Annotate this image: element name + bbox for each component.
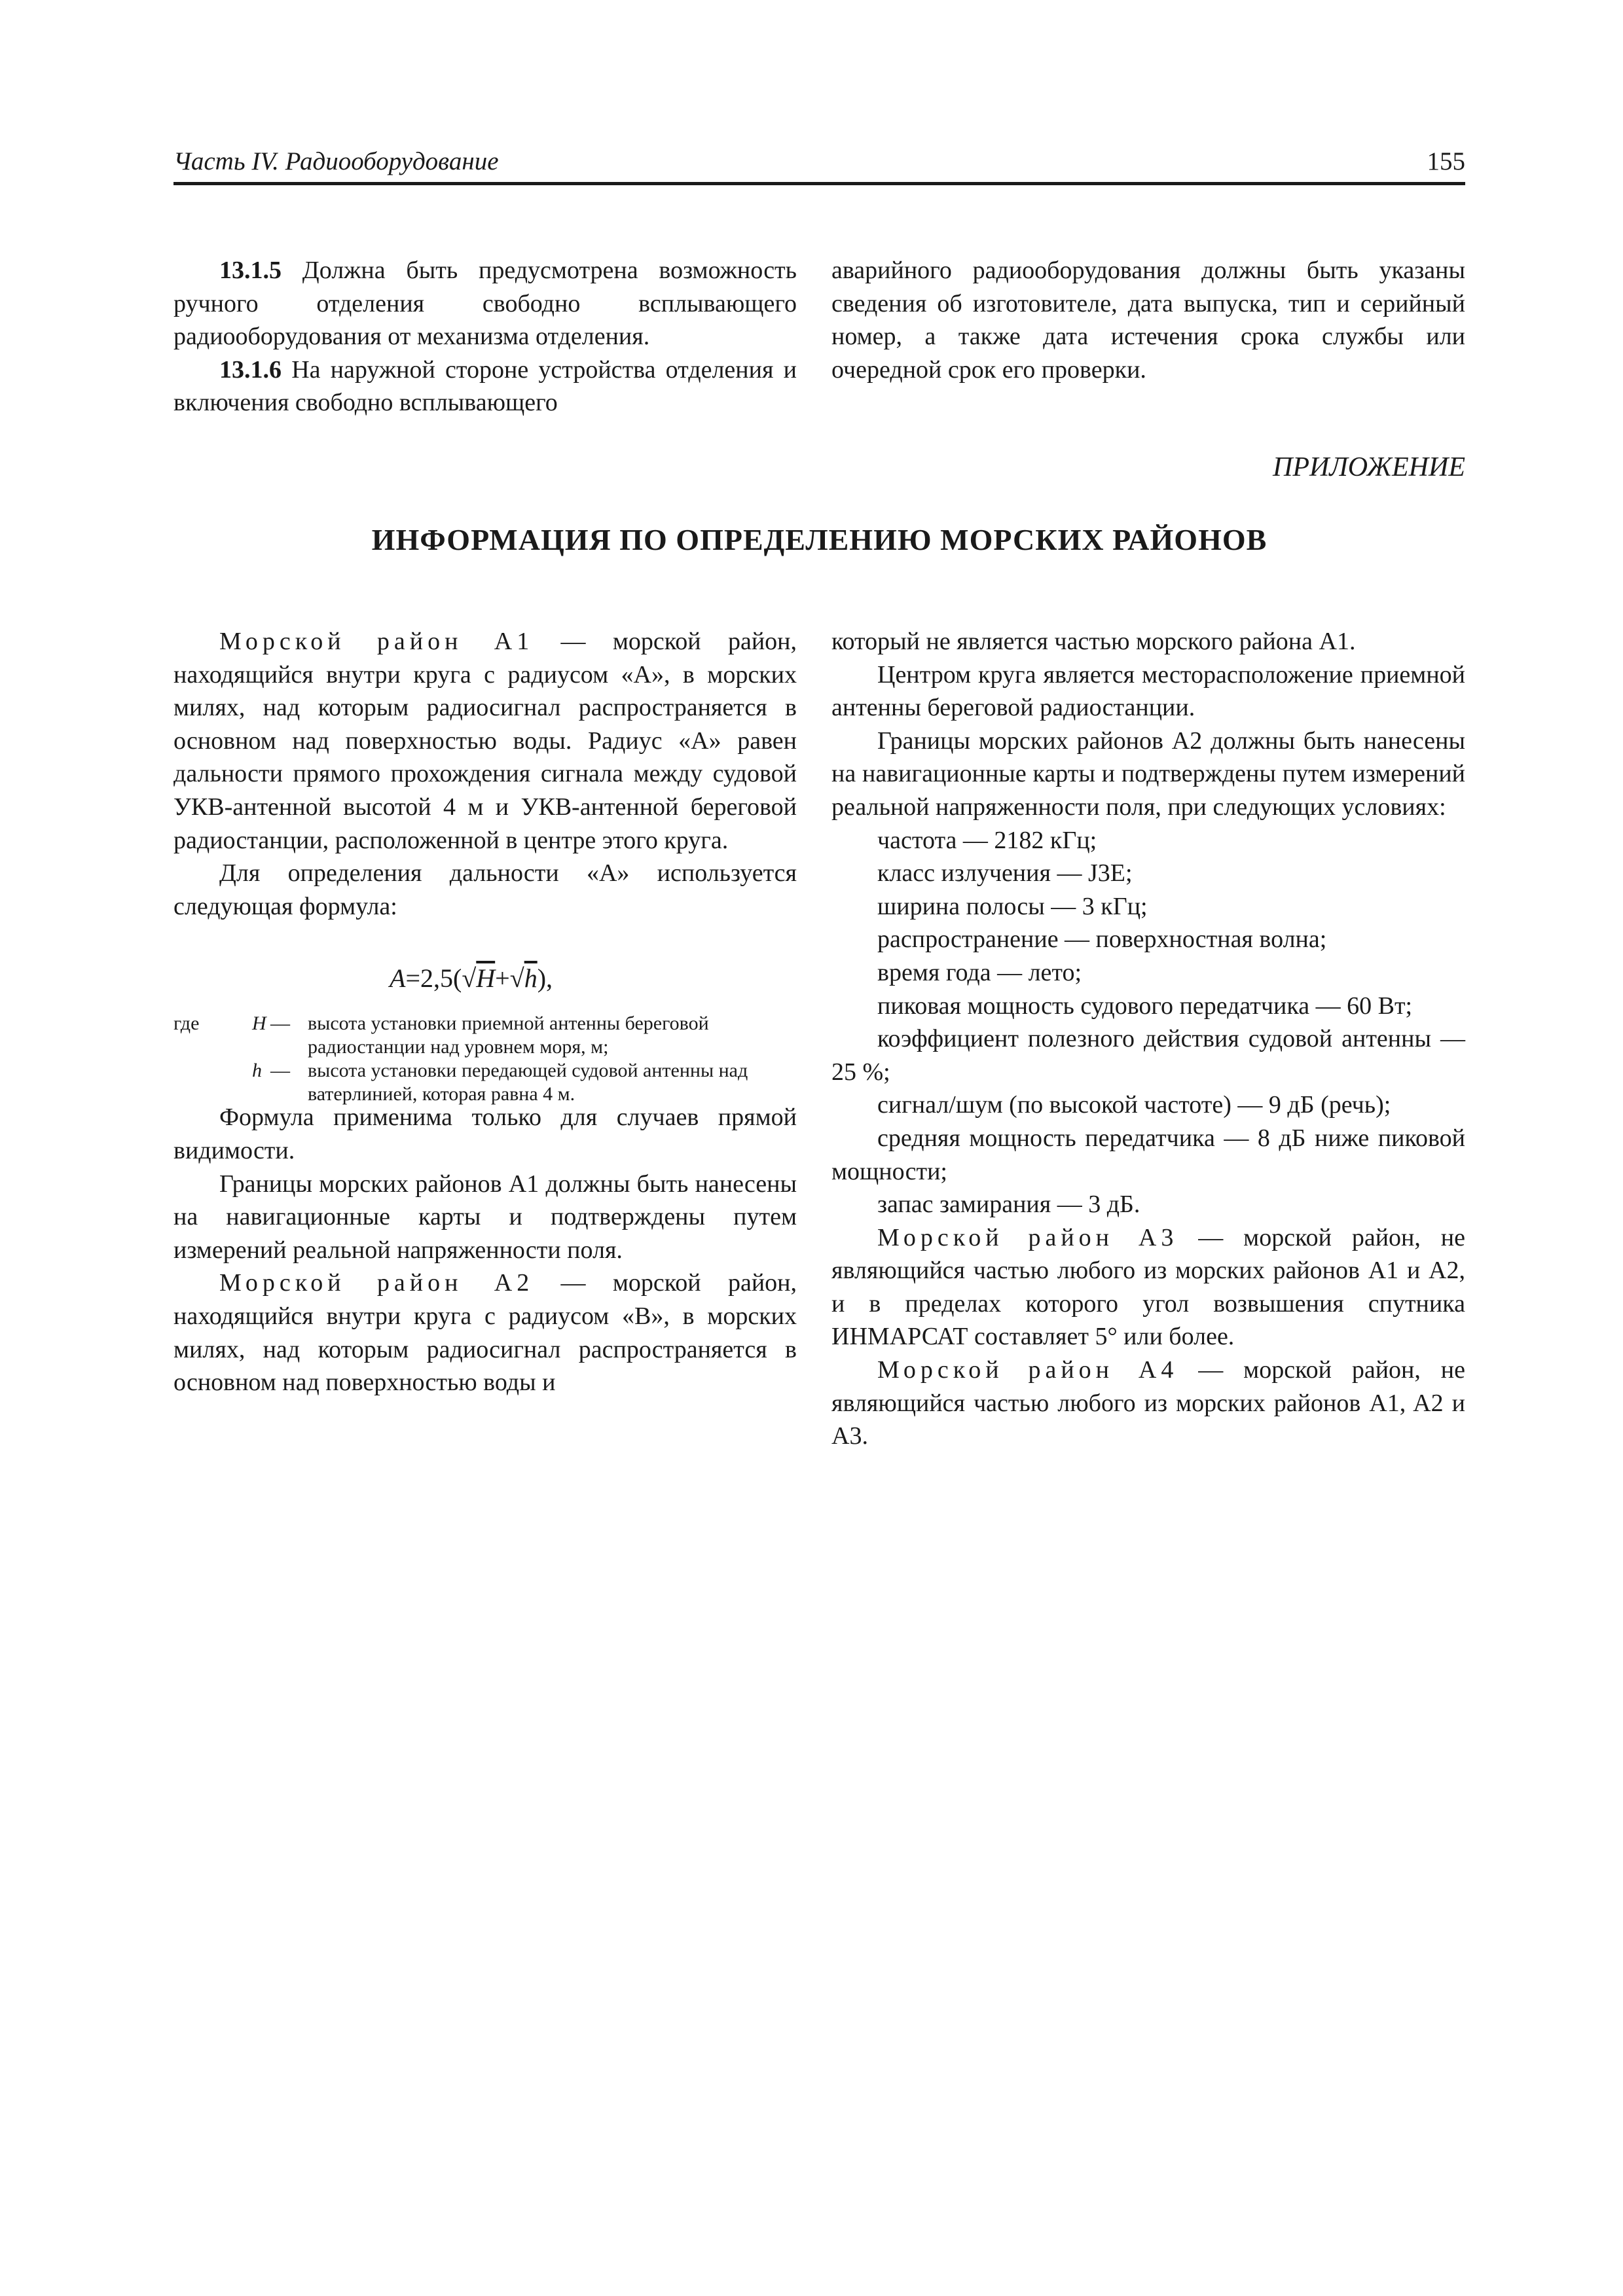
paragraph-sea-area-a4	[831, 1354, 1465, 1453]
clause-text: Должна быть предусмотрена возможность ручного отделения свободно всплывающего радиооборудования от механизма отделения.	[173, 257, 797, 351]
term-a4: Морской район A4	[877, 1356, 1178, 1384]
condition-item: пиковая мощность судового передатчика — 60 Вт;	[877, 992, 1413, 1020]
paragraph-13-1-5	[173, 254, 797, 353]
term-a3: Морской район A3	[877, 1223, 1178, 1251]
clause-text: На наружной стороне устройства отделения и включения свободно всплывающего	[173, 355, 797, 417]
condition-snr: сигнал/шум (по высокой частоте) — 9 дБ (речь);	[877, 1091, 1391, 1119]
definition-a4: — морской район, не являющийся частью любого из морских районов A1, A2 и A3.	[831, 1356, 1465, 1450]
appendix-label: ПРИЛОЖЕНИЕ	[1273, 452, 1465, 482]
term-a2: Морской район A2	[219, 1269, 534, 1297]
section-title: ИНФОРМАЦИЯ ПО ОПРЕДЕЛЕНИЮ МОРСКИХ РАЙОНОВ	[371, 523, 1267, 556]
condition-item: частота — 2182 кГц;	[877, 826, 1097, 854]
definition-a2: — морской район, находящийся внутри круга с радиусом «В», в морских милях, над которым радиосигнал распространяется в основном над поверхностью воды и	[173, 1269, 797, 1397]
condition-item: время года — лето;	[877, 958, 1082, 986]
body-right-column	[831, 625, 1465, 1453]
legend-symbol-H: H	[252, 1013, 266, 1035]
paragraph-circle-center: Центром круга является месторасположение приемной антенны береговой радиостанции.	[831, 660, 1465, 722]
clause-number: 13.1.6	[219, 355, 282, 384]
clause-number: 13.1.5	[219, 257, 282, 284]
paragraph-formula-intro: Для определения дальности «А» используется следующая формула:	[173, 859, 797, 920]
body-left-column	[173, 625, 797, 1399]
paragraph-13-1-6-continued: аварийного радиооборудования должны быть указаны сведения об изготовителе, дата выпуска, тип и серийный номер, а также дата истечения срока службы или очередной срок его проверки.	[831, 257, 1465, 384]
paragraph-a2-continued: который не является частью морского района A1.	[831, 628, 1356, 655]
page-header	[173, 144, 1465, 185]
paragraph-sea-area-a3	[831, 1221, 1465, 1354]
legend-dash: —	[270, 1060, 290, 1082]
paragraph-sea-area-a1	[173, 625, 797, 857]
formula	[173, 923, 797, 1009]
legend-dash: —	[270, 1013, 290, 1035]
condition-antenna-efficiency: коэффициент полезного действия судовой антенны — 25 %;	[831, 1025, 1465, 1086]
legend-text-h: высота установки передающей судовой антенны над ватерлинией, которая равна 4 м.	[308, 1060, 748, 1105]
paragraph-a1-bounds: Границы морских районов A1 должны быть нанесены на навигационные карты и подтверждены путем измерений реальной напряженности поля.	[173, 1170, 797, 1264]
condition-item: ширина полосы — 3 кГц;	[877, 892, 1148, 920]
legend-symbol-h: h	[252, 1060, 262, 1082]
legend-label: где	[173, 1013, 200, 1035]
paragraph-13-1-6	[173, 353, 797, 420]
paragraph-formula-note: Формула применима только для случаев прямой видимости.	[173, 1103, 797, 1164]
definition-a3: — морской район, не являющийся частью любого из морских районов A1 и A2, и в пределах которого угол возвышения спутника ИНМАРСАТ составляет 5° или более.	[831, 1223, 1465, 1351]
top-left-column	[173, 254, 797, 420]
legend-text-H: высота установки приемной антенны береговой радиостанции над уровнем моря, м;	[308, 1013, 709, 1058]
term-a1: Морской район A1	[219, 628, 534, 655]
running-title: Часть IV. Радиооборудование	[173, 147, 499, 175]
formula-legend	[173, 1009, 797, 1105]
condition-average-power: средняя мощность передатчика — 8 дБ ниже пиковой мощности;	[831, 1124, 1465, 1185]
condition-fade-margin: запас замирания — 3 дБ.	[877, 1191, 1140, 1219]
page-number: 155	[1427, 147, 1465, 175]
paragraph-a2-bounds: Границы морских районов A2 должны быть нанесены на навигационные карты и подтверждены путем измерений реальной напряженности поля, при следующих условиях:	[831, 726, 1465, 821]
paragraph-sea-area-a2	[173, 1266, 797, 1399]
condition-item: класс излучения — J3E;	[877, 859, 1133, 888]
condition-item: распространение — поверхностная волна;	[877, 925, 1327, 954]
top-right-column	[831, 254, 1465, 386]
definition-a1: — морской район, находящийся внутри круга с радиусом «А», в морских милях, над которым радиосигнал распространяется в основном над поверхностью воды. Радиус «А» равен дальности прямого прохождения сигнала между судовой УКВ-антенной высотой 4 м и УКВ-антенной береговой радиостанции, расположенной в центре этого круга.	[173, 628, 797, 854]
range-formula: A=2,5(√H+√h),	[390, 963, 553, 994]
